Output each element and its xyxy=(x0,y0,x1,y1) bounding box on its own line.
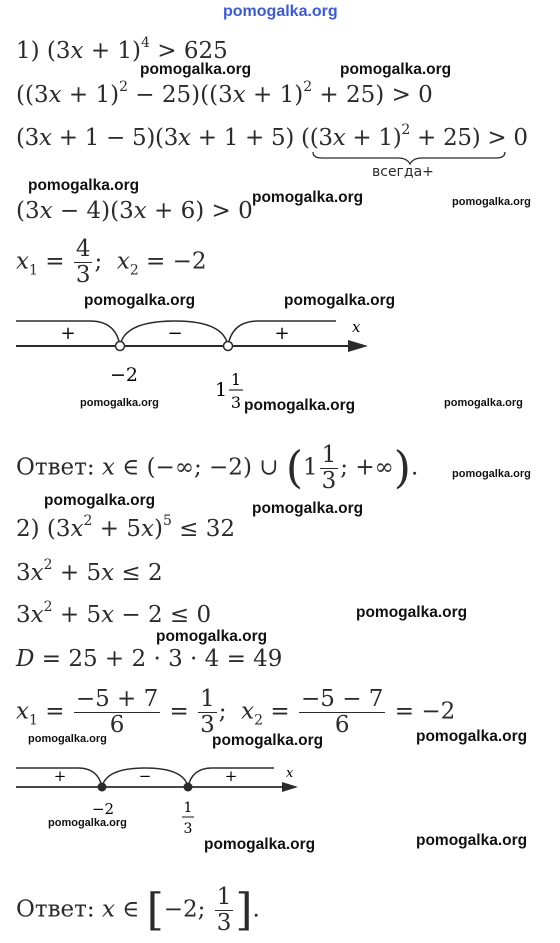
p1-line3: (3x + 1 − 5)(3x + 1 + 5) $((3x + 1)^2 + 25) > 0$ xyxy=(16,122,528,151)
point-minus-2: −2 xyxy=(109,364,139,386)
watermark: pomogalka.org xyxy=(28,177,140,194)
p1-line4: (3x − 4)(3x + 6) > 0 xyxy=(16,198,253,224)
p1-roots: $x_1$ = $\frac{4}{3}$ ; $x_2 = -2$ xyxy=(16,236,207,288)
p2-line3: $3x^2 + 5x - 2 \le 0$ xyxy=(16,599,212,628)
watermark: pomogalka.org xyxy=(48,817,127,829)
p2-line1: 2) $(3x^2 + 5x)^5 \le 32$ xyxy=(16,513,236,542)
watermark: pomogalka.org xyxy=(140,61,252,78)
watermark: pomogalka.org xyxy=(284,292,396,309)
watermark-top[interactable]: pomogalka.org xyxy=(223,3,338,20)
watermark: pomogalka.org xyxy=(452,468,531,480)
axis-label: x xyxy=(286,766,294,781)
watermark: pomogalka.org xyxy=(44,492,156,509)
svg-text:1: 1 xyxy=(230,370,242,389)
sign-minus: − xyxy=(138,767,152,785)
sign-plus-2: + xyxy=(274,323,290,344)
p2-roots: $x_1$ = $\frac{-5 + 7}{6}$ = $\frac{1}{3}$ ; $x_2$ = $\frac{-5 - 7}{6}$ = −2 xyxy=(16,686,456,738)
p2-line4: D = 25 + 2 · 3 · 4 = 49 xyxy=(16,646,283,672)
watermark: pomogalka.org xyxy=(252,189,364,206)
watermark: pomogalka.org xyxy=(156,628,268,645)
watermark: pomogalka.org xyxy=(204,836,316,853)
watermark: pomogalka.org xyxy=(252,500,364,517)
point-whole: 1 xyxy=(214,379,228,401)
sign-plus-2: + xyxy=(224,767,238,785)
watermark: pomogalka.org xyxy=(444,397,523,409)
sign-plus-1: + xyxy=(53,767,67,785)
p1-answer: Ответ: x ∈ (−∞; −2) ∪ (1 $\frac{1}{3}$ ; +∞). xyxy=(16,442,419,494)
watermark: pomogalka.org xyxy=(244,397,356,414)
point-minus-2: −2 xyxy=(91,800,115,818)
watermark: pomogalka.org xyxy=(84,292,196,309)
underbrace-note: всегда+ xyxy=(372,164,434,180)
sign-minus: − xyxy=(167,323,183,344)
p1-line1: 1) $(3x + 1)^4 > 625$ xyxy=(16,35,228,64)
watermark: pomogalka.org xyxy=(212,732,324,749)
watermark: pomogalka.org xyxy=(416,728,528,745)
watermark: pomogalka.org xyxy=(28,733,107,745)
svg-text:3: 3 xyxy=(230,393,242,412)
axis-label: x xyxy=(352,318,361,336)
frac-4-3: $\frac{4}{3}$ xyxy=(75,236,91,288)
watermark: pomogalka.org xyxy=(452,196,531,208)
svg-text:3: 3 xyxy=(183,821,193,837)
sign-plus-1: + xyxy=(60,323,76,344)
watermark: pomogalka.org xyxy=(340,61,452,78)
p1-line2: $((3x + 1)^2 - 25)((3x + 1)^2 + 25) > 0$ xyxy=(16,79,433,108)
watermark: pomogalka.org xyxy=(80,397,159,409)
p2-line2: $3x^2 + 5x \le 2$ xyxy=(16,557,163,586)
watermark: pomogalka.org xyxy=(416,832,528,849)
svg-text:1: 1 xyxy=(183,800,193,816)
watermark: pomogalka.org xyxy=(356,604,468,621)
p2-answer: Ответ: x ∈ [−2; $\frac{1}{3}$ ]. xyxy=(16,884,260,936)
